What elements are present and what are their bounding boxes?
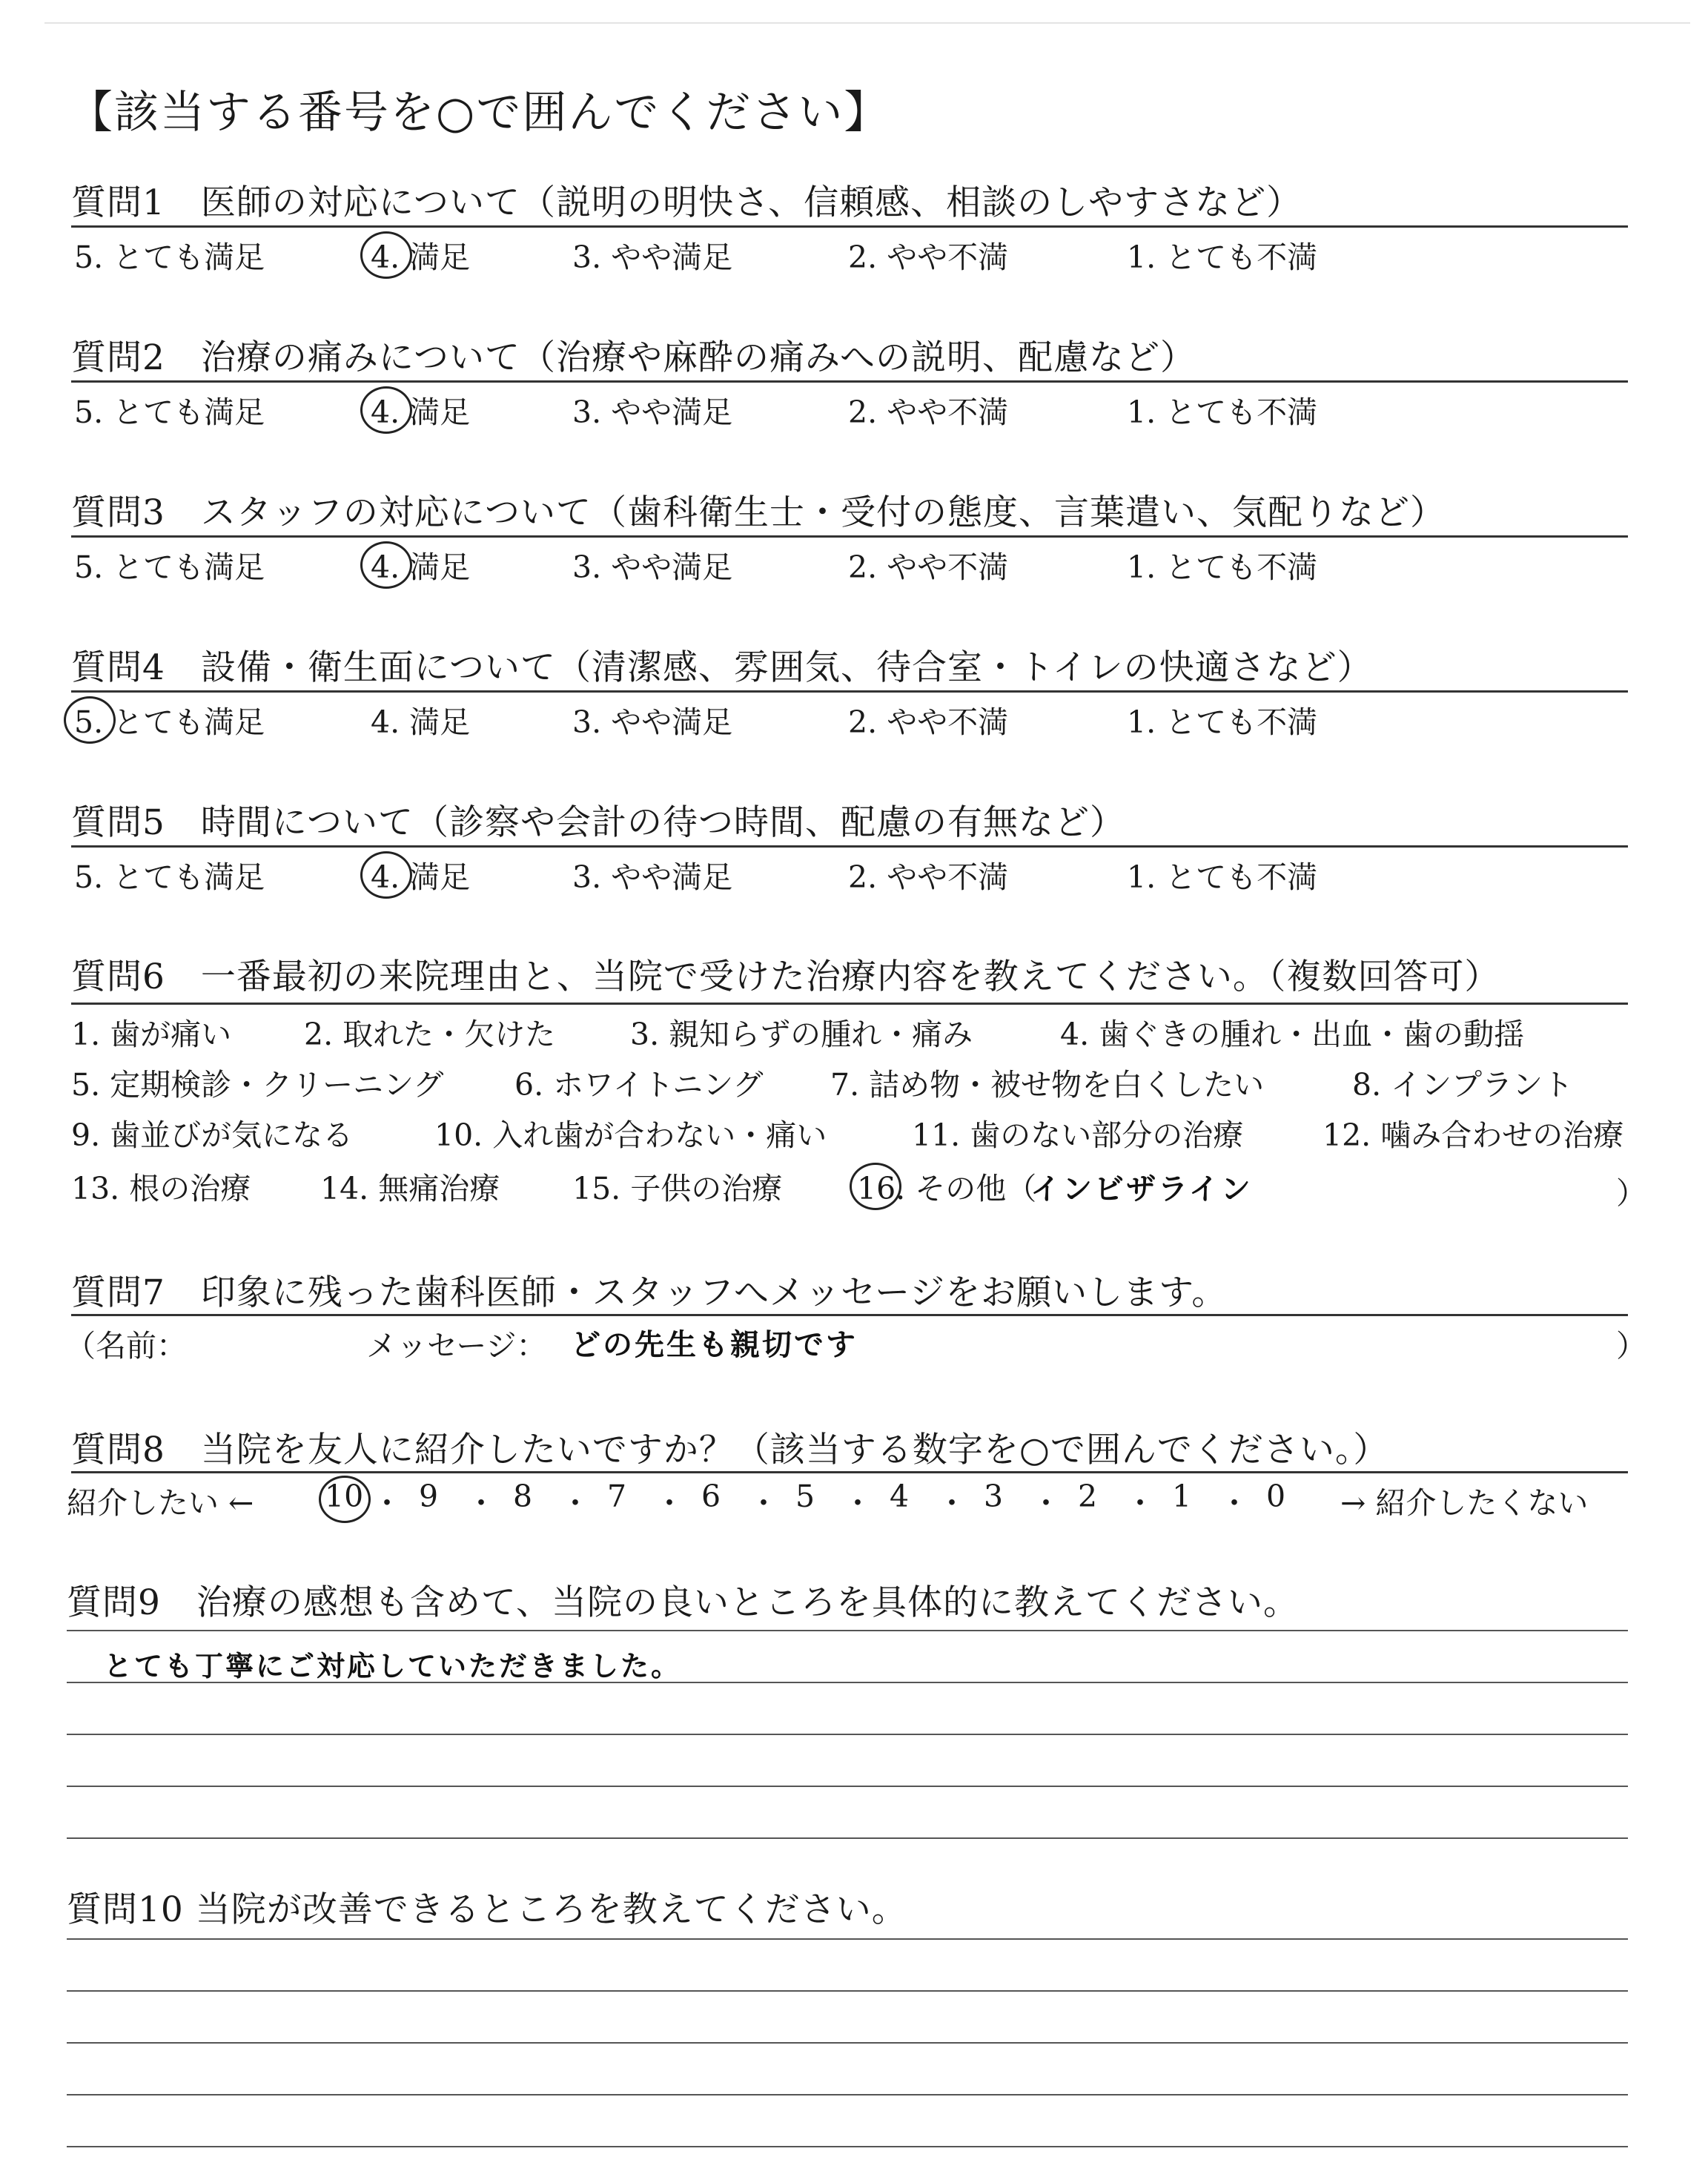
selection-circle-mark bbox=[850, 1163, 901, 1210]
q2-underline bbox=[71, 380, 1628, 383]
q8-scale-value[interactable]: 1 bbox=[1172, 1479, 1192, 1514]
q6-title: 質問6 一番最初の来院理由と、当院で受けた治療内容を教えてください。（複数回答可） bbox=[71, 957, 1500, 997]
q3-title: 質問3 スタッフの対応について（歯科衛生士・受付の態度、言葉遣い、気配りなど） bbox=[71, 492, 1446, 533]
q2-option-1[interactable]: 1. とても不満 bbox=[1127, 394, 1318, 430]
q8-scale-separator: ・ bbox=[1219, 1485, 1250, 1521]
q7-underline bbox=[71, 1314, 1628, 1316]
q4-option-4[interactable]: 4. 満足 bbox=[371, 704, 471, 740]
q6-option[interactable]: 2. 取れた・欠けた bbox=[304, 1017, 556, 1052]
q5-option-4[interactable]: 4. 満足 bbox=[371, 859, 471, 895]
q6-option[interactable]: 12. 噛み合わせの治療 bbox=[1323, 1117, 1624, 1153]
q9-line bbox=[67, 1786, 1628, 1787]
q6-option[interactable]: 1. 歯が痛い bbox=[71, 1017, 232, 1052]
q9-title: 質問9 治療の感想も含めて、当院の良いところを具体的に教えてください。 bbox=[67, 1582, 1299, 1623]
q8-scale-separator: ・ bbox=[1125, 1485, 1156, 1521]
q3-option-4[interactable]: 4. 満足 bbox=[371, 549, 471, 585]
q5-option-3[interactable]: 3. やや満足 bbox=[572, 859, 733, 895]
q8-scale-value[interactable]: 7 bbox=[607, 1479, 627, 1514]
top-edge-line bbox=[44, 22, 1690, 24]
q10-line bbox=[67, 1990, 1628, 1992]
q8-underline bbox=[71, 1471, 1628, 1473]
q6-option[interactable]: 11. 歯のない部分の治療 bbox=[912, 1117, 1244, 1153]
q8-scale-value[interactable]: 8 bbox=[513, 1479, 533, 1514]
q4-option-5[interactable]: 5. とても満足 bbox=[74, 704, 265, 740]
q3-option-5[interactable]: 5. とても満足 bbox=[74, 549, 265, 585]
q9-line bbox=[67, 1682, 1628, 1683]
q5-underline bbox=[71, 845, 1628, 848]
q8-title: 質問8 当院を友人に紹介したいですか？（該当する数字を○で囲んでください。） bbox=[71, 1430, 1389, 1470]
q4-title: 質問4 設備・衛生面について（清潔感、雰囲気、待合室・トイレの快適さなど） bbox=[71, 647, 1373, 688]
q2-option-5[interactable]: 5. とても満足 bbox=[74, 394, 265, 430]
q6-close-paren: ） bbox=[1616, 1175, 1646, 1211]
q8-scale-separator: ・ bbox=[654, 1485, 685, 1521]
q6-option[interactable]: 7. 詰め物・被せ物を白くしたい bbox=[830, 1067, 1265, 1103]
q6-option[interactable]: 9. 歯並びが気になる bbox=[71, 1117, 354, 1153]
selection-circle-mark bbox=[360, 386, 412, 434]
q6-option[interactable]: 4. 歯ぐきの腫れ・出血・歯の動揺 bbox=[1060, 1017, 1525, 1052]
q2-option-4[interactable]: 4. 満足 bbox=[371, 394, 471, 430]
q8-scale-value[interactable]: 5 bbox=[795, 1479, 815, 1514]
q4-underline bbox=[71, 690, 1628, 693]
q1-option-4[interactable]: 4. 満足 bbox=[371, 240, 471, 275]
q3-option-1[interactable]: 1. とても不満 bbox=[1127, 549, 1318, 585]
q1-option-3[interactable]: 3. やや満足 bbox=[572, 240, 733, 275]
q10-line bbox=[67, 1938, 1628, 1940]
q7-title: 質問7 印象に残った歯科医師・スタッフへメッセージをお願いします。 bbox=[71, 1272, 1228, 1313]
q8-scale-separator: ・ bbox=[842, 1485, 873, 1521]
q6-option[interactable]: 15. 子供の治療 bbox=[572, 1171, 783, 1206]
q6-option[interactable]: 6. ホワイトニング bbox=[514, 1067, 764, 1103]
selection-circle-mark bbox=[360, 541, 412, 589]
q2-option-3[interactable]: 3. やや満足 bbox=[572, 394, 733, 430]
q8-scale-separator: ・ bbox=[1030, 1485, 1062, 1521]
q7-close-paren: ） bbox=[1616, 1328, 1646, 1364]
q6-option[interactable]: 16. その他（ bbox=[857, 1171, 1037, 1206]
q8-scale-separator: ・ bbox=[936, 1485, 967, 1521]
q1-option-5[interactable]: 5. とても満足 bbox=[74, 240, 265, 275]
q6-other-answer: インビザライン bbox=[1030, 1172, 1253, 1206]
q8-scale-value[interactable]: 6 bbox=[701, 1479, 721, 1514]
q1-title: 質問1 医師の対応について（説明の明快さ、信頼感、相談のしやすさなど） bbox=[71, 182, 1302, 223]
q4-option-2[interactable]: 2. やや不満 bbox=[848, 704, 1009, 740]
q8-scale-value[interactable]: 4 bbox=[890, 1479, 910, 1514]
q3-option-3[interactable]: 3. やや満足 bbox=[572, 549, 733, 585]
q7-message-answer: どの先生も親切です bbox=[571, 1328, 858, 1362]
q2-title: 質問2 治療の痛みについて（治療や麻酔の痛みへの説明、配慮など） bbox=[71, 337, 1196, 378]
form-header: 【該当する番号を○で囲んでください】 bbox=[68, 87, 890, 139]
q4-option-3[interactable]: 3. やや満足 bbox=[572, 704, 733, 740]
q9-line bbox=[67, 1630, 1628, 1631]
q8-left-label: 紹介したい ← bbox=[67, 1485, 254, 1521]
q9-answer: とても丁寧にご対応していただきました。 bbox=[104, 1650, 682, 1682]
q6-option[interactable]: 3. 親知らずの腫れ・痛み bbox=[630, 1017, 973, 1052]
q6-option[interactable]: 5. 定期検診・クリーニング bbox=[71, 1067, 444, 1103]
q9-line bbox=[67, 1734, 1628, 1735]
q8-scale-separator: ・ bbox=[560, 1485, 591, 1521]
q6-option[interactable]: 14. 無痛治療 bbox=[320, 1171, 500, 1206]
q3-underline bbox=[71, 535, 1628, 538]
q8-scale-separator: ・ bbox=[466, 1485, 497, 1521]
q5-title: 質問5 時間について（診察や会計の待つ時間、配慮の有無など） bbox=[71, 802, 1125, 843]
q5-option-2[interactable]: 2. やや不満 bbox=[848, 859, 1009, 895]
q3-option-2[interactable]: 2. やや不満 bbox=[848, 549, 1009, 585]
selection-circle-mark bbox=[64, 696, 116, 744]
q8-scale-value[interactable]: 9 bbox=[419, 1479, 439, 1514]
q1-option-1[interactable]: 1. とても不満 bbox=[1127, 240, 1318, 275]
q2-option-2[interactable]: 2. やや不満 bbox=[848, 394, 1009, 430]
q8-scale-separator: ・ bbox=[371, 1485, 403, 1521]
q6-option[interactable]: 8. インプラント bbox=[1352, 1067, 1574, 1103]
q10-line bbox=[67, 2146, 1628, 2147]
q8-scale-value[interactable]: 0 bbox=[1266, 1479, 1286, 1514]
selection-circle-mark bbox=[319, 1476, 371, 1523]
q10-line bbox=[67, 2094, 1628, 2095]
q8-scale-value[interactable]: 10 bbox=[325, 1479, 364, 1514]
selection-circle-mark bbox=[360, 231, 412, 279]
q7-message-label: メッセージ： bbox=[366, 1328, 547, 1364]
q8-scale-value[interactable]: 3 bbox=[984, 1479, 1004, 1514]
q1-option-2[interactable]: 2. やや不満 bbox=[848, 240, 1009, 275]
q7-name-label: （名前： bbox=[65, 1328, 187, 1364]
q8-right-label: → 紹介したくない bbox=[1340, 1485, 1589, 1521]
q10-title: 質問10 当院が改善できるところを教えてください。 bbox=[67, 1889, 907, 1930]
q10-line bbox=[67, 2042, 1628, 2044]
q8-scale-value[interactable]: 2 bbox=[1078, 1479, 1098, 1514]
q8-scale-separator: ・ bbox=[748, 1485, 779, 1521]
q9-line bbox=[67, 1837, 1628, 1839]
q6-option[interactable]: 13. 根の治療 bbox=[71, 1171, 251, 1206]
q1-underline bbox=[71, 225, 1628, 228]
q4-option-1[interactable]: 1. とても不満 bbox=[1127, 704, 1318, 740]
selection-circle-mark bbox=[360, 851, 412, 899]
q6-option[interactable]: 10. 入れ歯が合わない・痛い bbox=[434, 1117, 827, 1153]
q5-option-5[interactable]: 5. とても満足 bbox=[74, 859, 265, 895]
q6-underline bbox=[71, 1003, 1628, 1005]
q5-option-1[interactable]: 1. とても不満 bbox=[1127, 859, 1318, 895]
